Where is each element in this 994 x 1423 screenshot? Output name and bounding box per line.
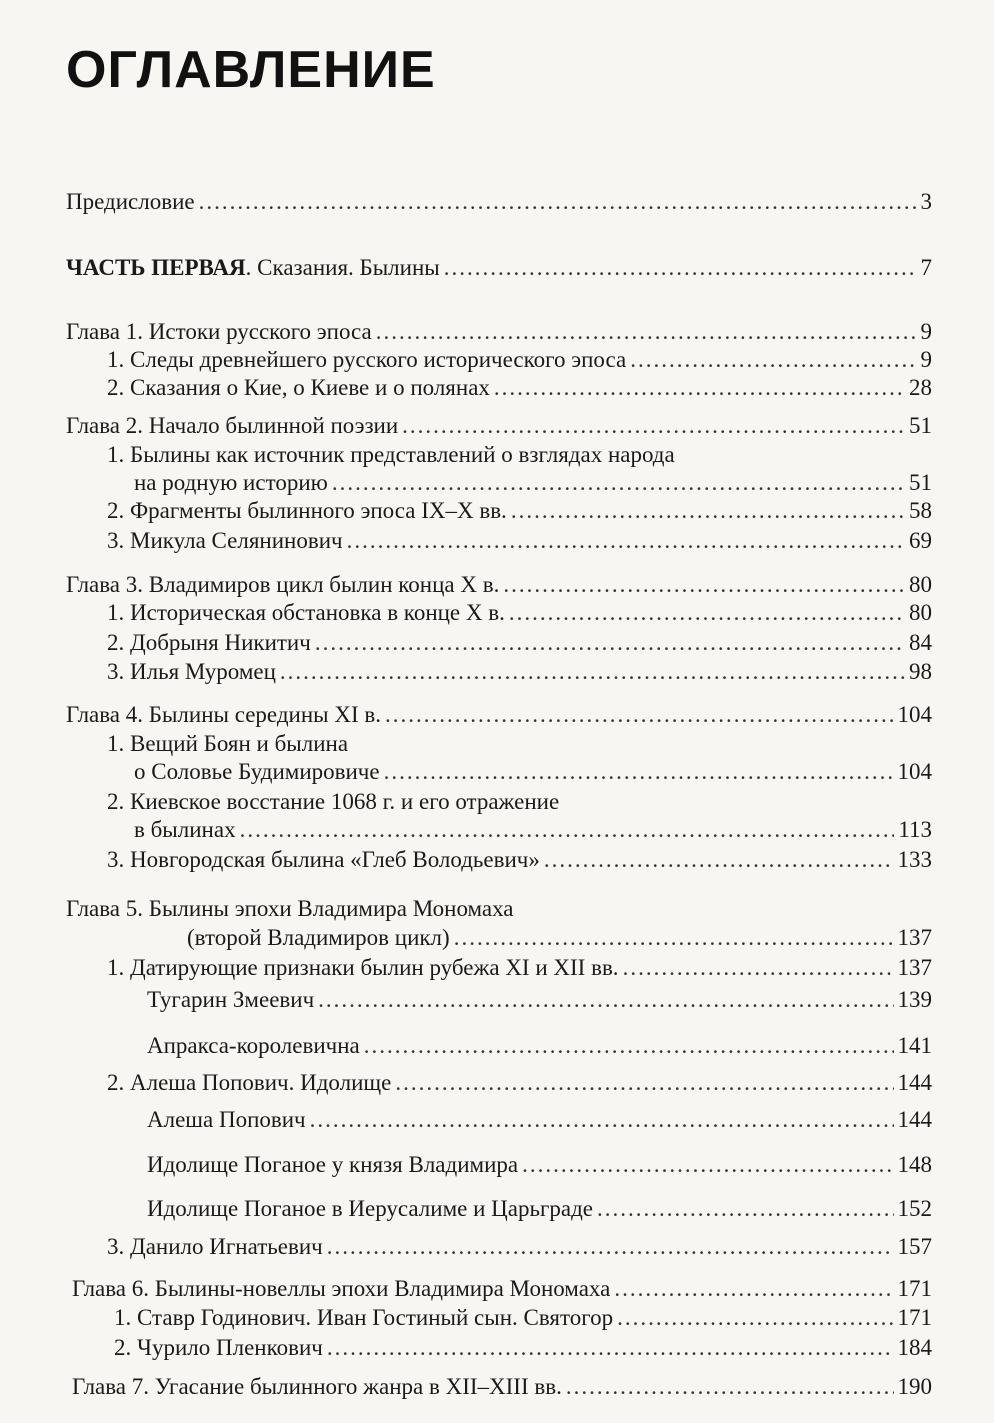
toc-chapter-4[interactable]	[0, 701, 994, 729]
toc-entry-label: 3. Микула Селянинович	[107, 528, 343, 553]
toc-chapter-5[interactable]	[0, 924, 994, 952]
toc-page-number: 51	[909, 413, 932, 438]
toc-entry-label: 2. Сказания о Кие, о Киеве и о полянах	[107, 375, 490, 400]
leader-dots	[566, 1373, 894, 1401]
page-title: ОГЛАВЛЕНИЕ	[66, 41, 436, 99]
toc-entry-label: Апракса-королевична	[147, 1033, 360, 1058]
toc-entry-label-line1: 1. Вещий Боян и былина	[107, 731, 349, 756]
toc-section[interactable]	[0, 758, 994, 786]
toc-subsection[interactable]	[0, 1032, 994, 1060]
toc-section[interactable]	[0, 469, 994, 497]
toc-subsection[interactable]	[0, 1106, 994, 1134]
toc-page-number: 141	[897, 1033, 932, 1058]
toc-entry-label: Предисловие	[66, 189, 195, 214]
toc-section[interactable]	[0, 527, 994, 555]
leader-dots	[327, 1334, 894, 1362]
toc-page-number: 51	[909, 470, 932, 495]
toc-entry-label: о Соловье Будимировиче	[134, 759, 380, 784]
toc-entry-label: Тугарин Змеевич	[147, 987, 315, 1012]
leader-dots	[395, 1069, 893, 1097]
leader-dots	[494, 374, 905, 402]
toc-page-number: 184	[897, 1335, 932, 1360]
toc-page-number: 58	[909, 498, 932, 523]
leader-dots	[402, 412, 905, 440]
toc-entry-label: в былинах	[134, 817, 236, 842]
toc-page-number: 3	[920, 189, 932, 214]
toc-entry-label: Глава 3. Владимиров цикл былин конца X в.	[66, 572, 500, 597]
leader-dots	[444, 254, 917, 282]
toc-page-number: 98	[909, 659, 932, 684]
toc-page-number: 171	[897, 1276, 932, 1301]
leader-dots	[318, 986, 893, 1014]
toc-page-number: 104	[897, 702, 932, 727]
toc-entry-label: 1. Историческая обстановка в конце X в.	[107, 600, 505, 625]
toc-section[interactable]	[0, 1334, 994, 1362]
leader-dots	[364, 1032, 894, 1060]
toc-chapter-3[interactable]	[0, 571, 994, 599]
toc-subsection[interactable]	[0, 1151, 994, 1179]
toc-entry-label: 2. Алеша Попович. Идолище	[107, 1070, 392, 1095]
toc-section[interactable]	[0, 954, 994, 982]
toc-page-number: 144	[897, 1107, 932, 1132]
toc-page-number: 84	[909, 630, 932, 655]
toc-chapter-6[interactable]	[0, 1275, 994, 1303]
leader-dots	[327, 1233, 894, 1261]
leader-dots	[454, 924, 894, 952]
toc-entry-label: Глава 4. Былины середины XI в.	[66, 702, 381, 727]
toc-chapter-7[interactable]	[0, 1373, 994, 1401]
toc-page-number: 137	[897, 925, 932, 950]
toc-page-number: 28	[909, 375, 932, 400]
toc-entry-preface[interactable]	[0, 188, 994, 216]
toc-entry-label: 1. Ставр Годинович. Иван Гостиный сын. Святогор	[114, 1305, 614, 1330]
toc-entry-label: Глава 2. Начало былинной поэзии	[66, 413, 399, 438]
toc-section[interactable]	[0, 658, 994, 686]
toc-entry-label: 1. Следы древнейшего русского исторического эпоса	[107, 347, 627, 372]
leader-dots	[347, 527, 905, 555]
toc-chapter-2[interactable]	[0, 412, 994, 440]
toc-section[interactable]	[0, 1069, 994, 1097]
toc-entry-label: Глава 6. Былины-новеллы эпохи Владимира Мономаха	[72, 1276, 611, 1301]
toc-page-number: 148	[897, 1152, 932, 1177]
toc-entry-label: 2. Чурило Пленкович	[114, 1335, 323, 1360]
toc-entry-label: 3. Новгородская былина «Глеб Володьевич»	[107, 847, 540, 872]
toc-entry-part-one[interactable]	[0, 254, 994, 282]
toc-entry-label: 2. Добрыня Никитич	[107, 630, 311, 655]
toc-section[interactable]	[0, 1304, 994, 1332]
leader-dots	[385, 701, 894, 729]
toc-entry-label: (второй Владимиров цикл)	[187, 925, 450, 950]
leader-dots	[509, 599, 905, 627]
toc-entry-label: 3. Илья Муромец	[107, 659, 276, 684]
toc-chapter-1[interactable]	[0, 318, 994, 346]
toc-chapter-5-line1: Глава 5. Былины эпохи Владимира Мономаха	[66, 896, 514, 921]
toc-page-number: 139	[897, 987, 932, 1012]
leader-dots	[376, 318, 917, 346]
toc-entry-label: Алеша Попович	[147, 1107, 306, 1132]
toc-section[interactable]	[0, 816, 994, 844]
toc-section[interactable]	[0, 629, 994, 657]
leader-dots	[240, 816, 895, 844]
toc-entry-label: на родную историю	[134, 470, 328, 495]
toc-page-number: 171	[897, 1305, 932, 1330]
toc-entry-label	[66, 254, 440, 282]
toc-entry-label: Идолище Поганое у князя Владимира	[147, 1152, 519, 1177]
toc-entry-label: 1. Датирующие признаки былин рубежа XI и XII вв.	[107, 955, 619, 980]
leader-dots	[332, 469, 905, 497]
toc-page-number: 104	[897, 759, 932, 784]
toc-entry-label: 2. Фрагменты былинного эпоса IX–X вв.	[107, 498, 507, 523]
leader-dots	[617, 1304, 893, 1332]
toc-section[interactable]	[0, 599, 994, 627]
leader-dots	[623, 954, 894, 982]
leader-dots	[614, 1275, 893, 1303]
leader-dots	[199, 188, 917, 216]
toc-page-number: 7	[920, 255, 932, 280]
toc-entry-label-line1: 1. Былины как источник представлений о взглядах народа	[107, 442, 675, 467]
toc-entry-label: Глава 7. Угасание былинного жанра в XII–XIII вв.	[72, 1374, 562, 1399]
toc-page-number: 157	[897, 1234, 932, 1259]
toc-section[interactable]	[0, 346, 994, 374]
toc-page-number: 80	[909, 600, 932, 625]
toc-page-number: 69	[909, 528, 932, 553]
toc-page-number: 190	[897, 1374, 932, 1399]
toc-page-number: 137	[897, 955, 932, 980]
toc-subsection[interactable]	[0, 1195, 994, 1223]
part-title-rest: . Сказания. Былины	[245, 255, 440, 280]
toc-entry-label: Глава 1. Истоки русского эпоса	[66, 319, 372, 344]
toc-section[interactable]	[0, 374, 994, 402]
toc-section[interactable]	[0, 1233, 994, 1261]
leader-dots	[280, 658, 905, 686]
toc-section[interactable]	[0, 846, 994, 874]
toc-entry-label: 3. Данило Игнатьевич	[107, 1234, 323, 1259]
leader-dots	[503, 571, 905, 599]
toc-page-number: 133	[897, 847, 932, 872]
toc-page-number: 152	[897, 1196, 932, 1221]
toc-subsection[interactable]	[0, 986, 994, 1014]
toc-page-number: 9	[920, 347, 932, 372]
leader-dots	[522, 1151, 893, 1179]
leader-dots	[630, 346, 916, 374]
part-title-bold: ЧАСТЬ ПЕРВАЯ	[66, 255, 246, 280]
leader-dots	[511, 497, 905, 525]
toc-page-number: 9	[920, 319, 932, 344]
toc-page-number: 144	[897, 1070, 932, 1095]
leader-dots	[315, 629, 905, 657]
toc-page-number: 80	[909, 572, 932, 597]
leader-dots	[597, 1195, 893, 1223]
leader-dots	[384, 758, 894, 786]
toc-entry-label: Идолище Поганое в Иерусалиме и Царьграде	[147, 1196, 594, 1221]
toc-page-number: 113	[898, 817, 932, 842]
leader-dots	[544, 846, 894, 874]
leader-dots	[310, 1106, 894, 1134]
toc-section[interactable]	[0, 497, 994, 525]
toc-entry-label-line1: 2. Киевское восстание 1068 г. и его отражение	[107, 789, 560, 814]
